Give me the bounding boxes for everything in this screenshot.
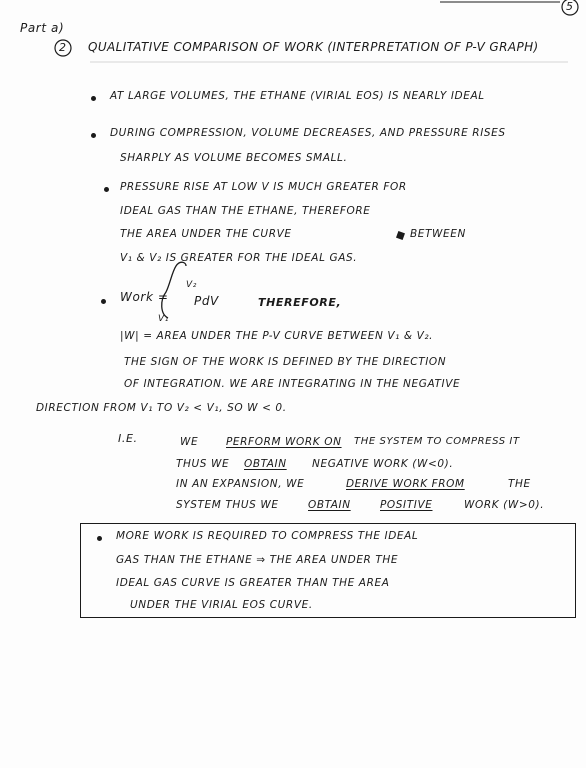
note-line-4a: |W| = AREA UNDER THE P-V CURVE BETWEEN V₁ & V₂. [120, 330, 434, 342]
ie-line-3b: THE [508, 478, 531, 490]
work-lhs: Work = [120, 290, 169, 304]
bullet-3 [104, 187, 109, 192]
bullet-5 [97, 536, 102, 541]
bullet-2 [91, 133, 96, 138]
note-line-3b: IDEAL GAS THAN THE ETHANE, THEREFORE [120, 205, 371, 217]
ie-line-2b: NEGATIVE WORK (W<0). [312, 458, 454, 470]
ie-line-2a: THUS WE [176, 458, 230, 470]
ie-label: I.E. [118, 432, 138, 445]
note-line-4c: OF INTEGRATION. WE ARE INTEGRATING IN THE NEGATIVE [124, 378, 461, 390]
note-line-4b: THE SIGN OF THE WORK IS DEFINED BY THE DIRECTION [124, 356, 447, 368]
note-line-1: AT LARGE VOLUMES, THE ETHANE (VIRIAL EOS) IS NEARLY IDEAL [110, 90, 485, 102]
ie-perform-work-on: PERFORM WORK ON [226, 436, 342, 448]
integral-upper-limit: V₂ [186, 280, 197, 290]
box-line-2: GAS THAN THE ETHANE ⇒ THE AREA UNDER THE [116, 554, 399, 566]
section-title: QUALITATIVE COMPARISON OF WORK (INTERPRETATION OF P-V GRAPH) [88, 40, 539, 54]
note-line-3d: V₁ & V₂ IS GREATER FOR THE IDEAL GAS. [120, 252, 358, 264]
ie-line-1-rest: THE SYSTEM TO COMPRESS IT [354, 436, 520, 447]
ie-obtain-2: OBTAIN [308, 499, 351, 511]
therefore-word: THEREFORE, [258, 296, 342, 309]
section-number: 2 [59, 41, 67, 54]
ie-obtain-1: OBTAIN [244, 458, 287, 470]
ie-line-4b: WORK (W>0). [464, 499, 545, 511]
integrand: PdV [194, 294, 219, 308]
note-line-2b: SHARPLY AS VOLUME BECOMES SMALL. [120, 152, 348, 164]
box-line-1: MORE WORK IS REQUIRED TO COMPRESS THE IDEAL [116, 530, 419, 542]
note-line-4d: DIRECTION FROM V₁ TO V₂ < V₁, SO W < 0. [36, 402, 287, 414]
box-line-3: IDEAL GAS CURVE IS GREATER THAN THE AREA [116, 577, 390, 589]
ie-line-3a: IN AN EXPANSION, WE [176, 478, 305, 490]
corner-mark: 5 [566, 0, 574, 13]
bullet-4 [101, 299, 106, 304]
note-line-3a: PRESSURE RISE AT LOW V IS MUCH GREATER FOR [120, 181, 407, 193]
bullet-1 [91, 96, 96, 101]
note-line-3c: THE AREA UNDER THE CURVE [120, 228, 292, 240]
ie-line-4a: SYSTEM THUS WE [176, 499, 279, 511]
part-label: Part a) [20, 21, 65, 35]
note-line-3c-end: BETWEEN [410, 228, 466, 240]
note-line-2a: DURING COMPRESSION, VOLUME DECREASES, AND PRESSURE RISES [110, 127, 506, 139]
ie-positive: POSITIVE [380, 499, 433, 511]
ie-derive-work-from: DERIVE WORK FROM [346, 478, 465, 490]
ie-we: WE [180, 436, 199, 448]
box-line-4: UNDER THE VIRIAL EOS CURVE. [130, 599, 313, 611]
integral-lower-limit: V₁ [158, 314, 169, 324]
